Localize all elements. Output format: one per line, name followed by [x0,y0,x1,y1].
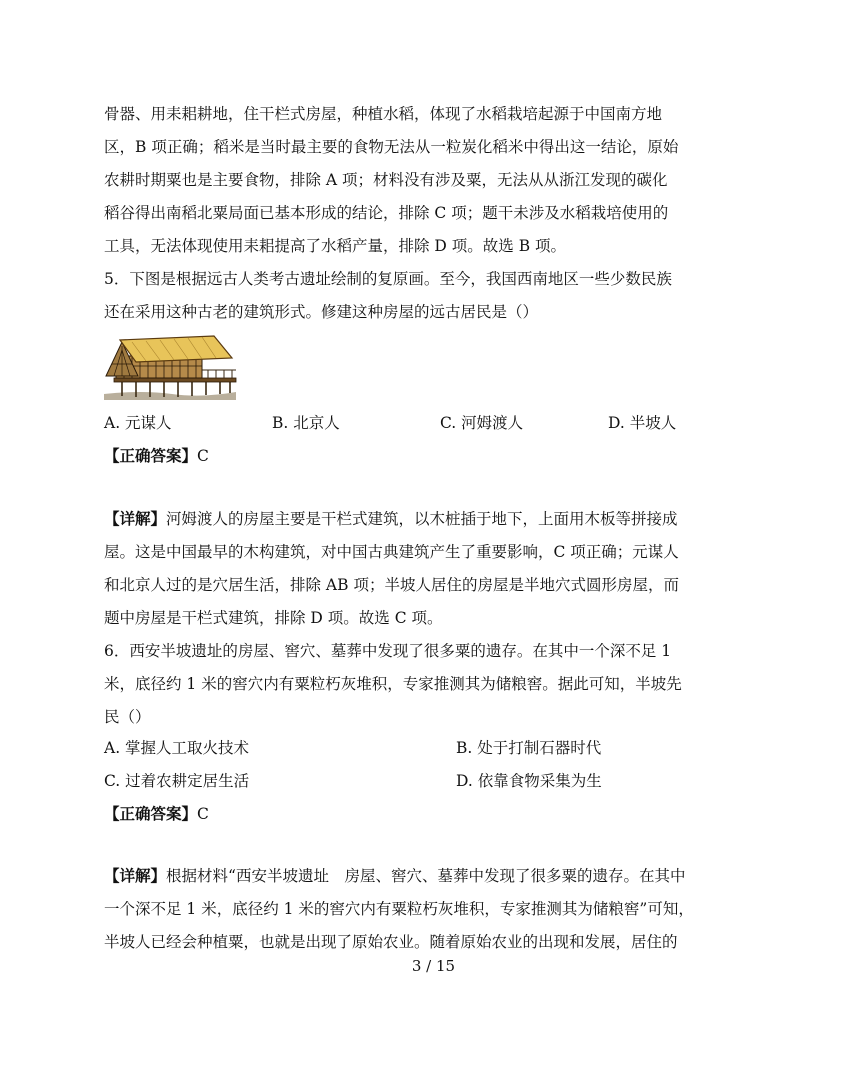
detail-line: 半坡人已经会种植粟，也就是出现了原始农业。随着原始农业的出现和发展，居住的 [104,933,678,951]
text-line: 农耕时期粟也是主要食物，排除 A 项；材料没有涉及粟，无法从从浙江发现的碳化 [104,171,668,189]
text-line: 稻谷得出南稻北粟局面已基本形成的结论，排除 C 项；题干未涉及水稻栽培使用的 [104,204,669,222]
detail-line: 和北京人过的是穴居生活，排除 AB 项；半坡人居住的房屋是半地穴式圆形房屋，而 [104,576,679,594]
detail-label: 【详解】 [104,866,167,885]
option-a: A. 掌握人工取火技术 [104,739,250,757]
text-line: 工具，无法体现使用耒耜提高了水稻产量，排除 D 项。故选 B 项。 [104,237,567,255]
question-6-stem: 6．西安半坡遗址的房屋、窖穴、墓葬中发现了很多粟的遗存。在其中一个深不足 1 [104,642,672,660]
option-b: B. 处于打制石器时代 [456,739,602,757]
detail-text: 河姆渡人的房屋主要是干栏式建筑，以木桩插于地下，上面用木板等拼接成 [166,510,678,528]
option-c: C. 过着农耕定居生活 [104,772,250,790]
option-a: A. 元谋人 [104,414,172,432]
detail-line: 题中房屋是干栏式建筑，排除 D 项。故选 C 项。 [104,609,443,627]
correct-answer [104,804,209,824]
text-line: 区，B 项正确；稻米是当时最主要的食物无法从一粒炭化稻米中得出这一结论，原始 [104,138,679,156]
answer-value: C [197,805,209,823]
text-line: 骨器、用耒耜耕地，住干栏式房屋，种植水稻，体现了水稻栽培起源于中国南方地 [104,105,663,123]
detail-line: 屋。这是中国最早的木构建筑，对中国古典建筑产生了重要影响，C 项正确；元谋人 [104,543,679,561]
answer-value: C [197,447,209,465]
question-6-stem: 米，底径约 1 米的窖穴内有粟粒朽灰堆积，专家推测其为储粮窖。据此可知，半坡先 [104,675,682,693]
detail-label: 【详解】 [104,509,167,528]
question-6-stem: 民（） [104,708,151,726]
detail-line: 一个深不足 1 米，底径约 1 米的窖穴内有粟粒朽灰堆积，专家推测其为储粮窖”可知， [104,900,694,918]
stilt-house-illustration [102,334,238,402]
answer-label: 【正确答案】 [104,804,198,823]
detail-text: 根据材料“西安半坡遗址 房屋、窖穴、墓葬中发现了很多粟的遗存。在其中 [166,867,686,885]
option-b: B. 北京人 [272,414,340,432]
correct-answer [104,446,209,466]
detail-line [104,866,685,886]
answer-label: 【正确答案】 [104,446,198,465]
question-5-stem: 还在采用这种古老的建筑形式。修建这种房屋的远古居民是（） [104,303,539,321]
option-d: D. 依靠食物采集为生 [456,772,602,790]
option-d: D. 半坡人 [608,414,677,432]
question-5-stem: 5．下图是根据远古人类考古遗址绘制的复原画。至今，我国西南地区一些少数民族 [104,270,672,288]
page-number: 3 / 15 [411,957,456,975]
option-c: C. 河姆渡人 [440,414,524,432]
detail-line [104,509,678,529]
